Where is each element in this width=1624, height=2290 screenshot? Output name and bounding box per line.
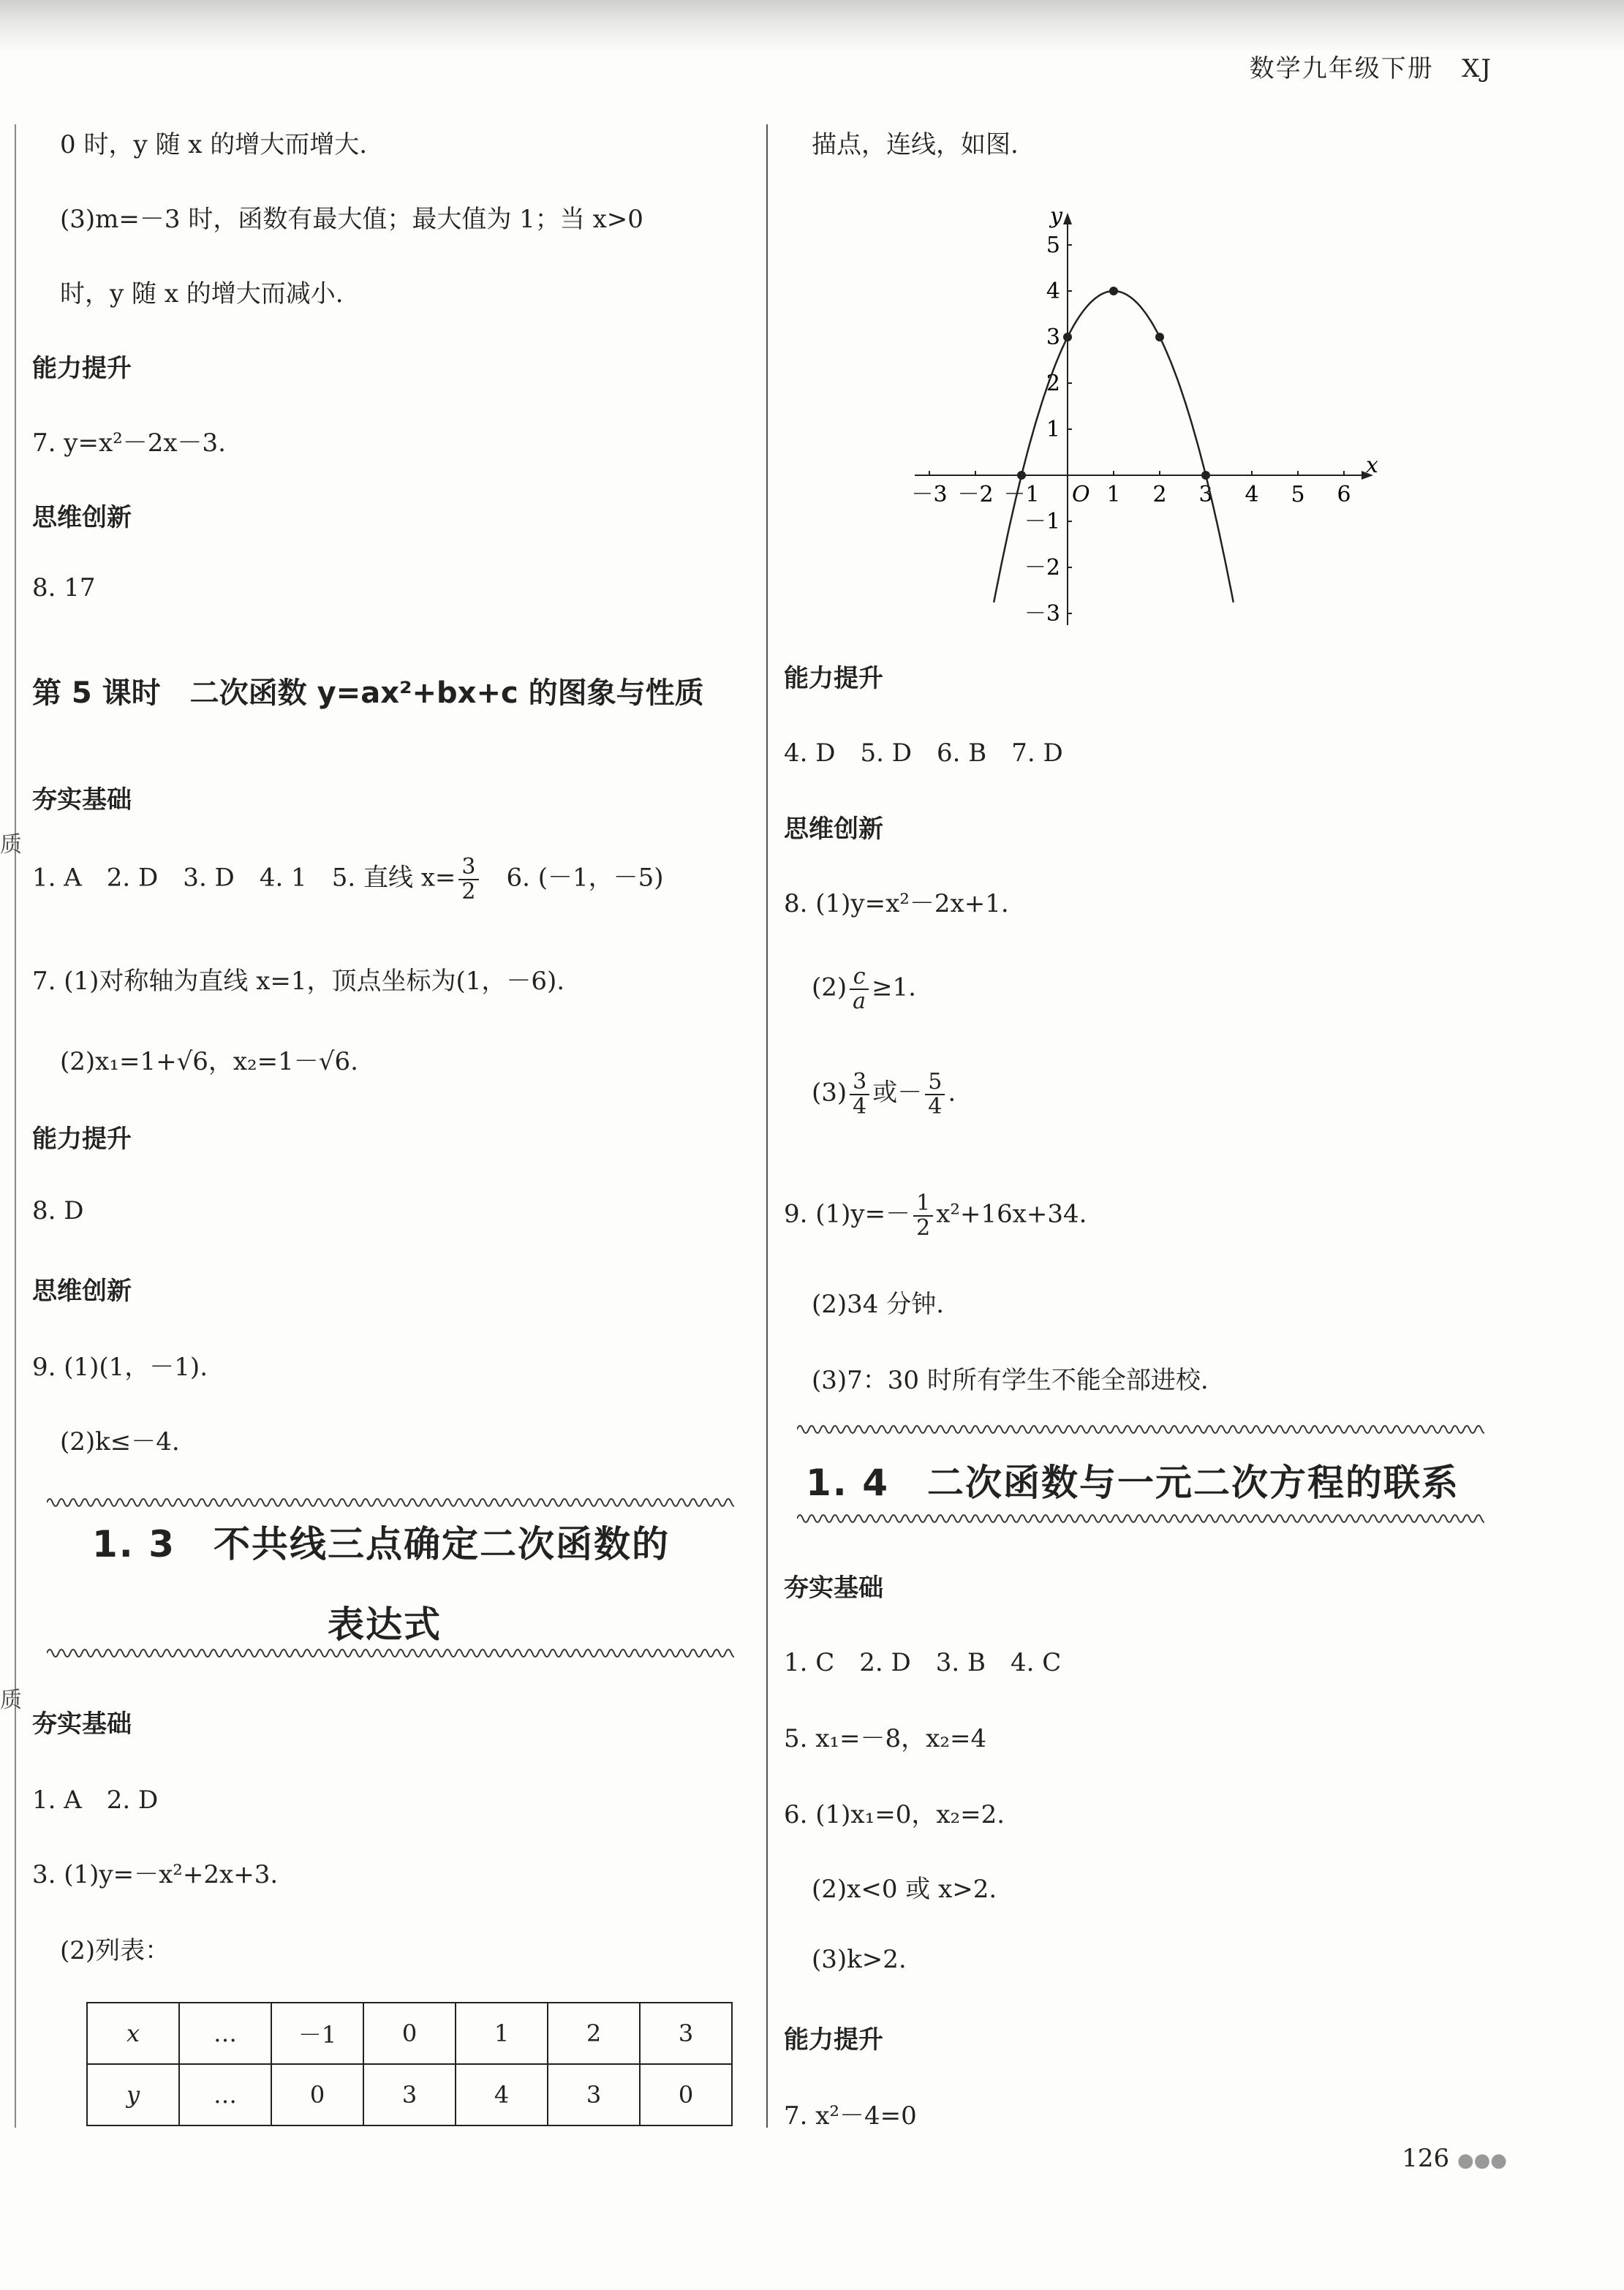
plotted-point [1155,333,1164,341]
table-row [87,2064,732,2125]
book-title: 数学九年级下册 [1249,54,1434,83]
wave-rule [797,1508,1484,1530]
plotted-point [1063,333,1072,341]
margin-fragment: 质 [0,832,22,858]
answer-line [784,1192,1087,1239]
answer-text: x²+16x+34. [936,1199,1087,1229]
table-cell: 2 [548,2003,640,2064]
x-tick-label: 1 [1106,482,1121,507]
plotted-point [1017,471,1026,480]
table-cell: 4 [456,2064,548,2125]
table-cell: y [87,2064,179,2125]
denominator: 4 [928,1093,943,1119]
wave-rule [797,1418,1484,1440]
answer-text: 6. (－1，－5) [481,863,664,893]
y-tick-label: －2 [1024,555,1060,581]
parabola-graph [907,183,1404,629]
answer-line: 9. (1)(1，－1). [32,1353,208,1382]
answer-line [812,965,916,1013]
lesson-title: 第 5 课时 二次函数 y=ax²+bx+c 的图象与性质 [32,676,704,710]
answer-line: 1. A 2. D [32,1785,159,1815]
edition-label: XJ [1462,54,1492,83]
answer-line: (2)34 分钟. [812,1290,945,1319]
answer-line: 描点，连线，如图. [812,130,1019,159]
numerator: 5 [925,1070,945,1095]
y-tick-label: 4 [1046,279,1060,304]
answer-line: 0 时，y 随 x 的增大而增大. [60,130,368,159]
x-tick-label: 3 [1198,482,1213,507]
wave-rule [47,1642,734,1664]
answer-line: 时，y 随 x 的增大而减小. [60,279,344,309]
answer-line: 5. x₁=－8，x₂=4 [784,1724,987,1753]
answer-line: (3)7：30 时所有学生不能全部进校. [812,1366,1209,1395]
margin-fragment: 质 [0,1688,22,1713]
table-cell: … [179,2003,271,2064]
table-cell: 3 [548,2064,640,2125]
value-table [86,2002,733,2126]
answer-line: 8. 17 [32,573,96,602]
answer-text: ≥1. [872,972,916,1002]
page-number [1402,2144,1507,2173]
answer-line: (2)k≤－4. [60,1427,180,1456]
x-tick-label: 5 [1291,482,1305,507]
table-cell: 0 [271,2064,363,2125]
y-tick-label: 3 [1046,325,1060,350]
y-tick-label: 5 [1046,233,1060,258]
section-heading: 夯实基础 [32,785,132,815]
answer-line: (3)k>2. [812,1945,907,1974]
origin-label: O [1072,482,1090,507]
answer-line: 4. D 5. D 6. B 7. D [784,738,1063,768]
fraction [925,1070,945,1118]
x-tick-label: 4 [1245,482,1259,507]
wave-rule [47,1492,734,1514]
x-tick-label: －1 [1003,482,1040,507]
numerator: c [850,965,869,990]
table-cell: 0 [363,2003,456,2064]
x-tick-label: 2 [1152,482,1167,507]
table-cell: x [87,2003,179,2064]
numerator: 3 [850,1070,869,1095]
denominator: a [853,988,866,1014]
chapter-title-1-3-cont: 表达式 [328,1603,442,1646]
y-tick-label: －1 [1024,509,1060,534]
answer-line: 7. y=x²－2x－3. [32,428,226,458]
y-tick-label: －3 [1024,601,1060,627]
y-axis-arrow [1063,213,1072,224]
answer-line: (2)列表： [60,1936,170,1965]
running-header [1250,48,1492,84]
page-number-text: 126 [1402,2144,1450,2173]
answer-text: 9. (1)y=－ [784,1199,911,1229]
x-tick-label: －2 [957,482,994,507]
answer-text: 1. A 2. D 3. D 4. 1 5. 直线 x= [32,863,456,893]
numerator: 1 [913,1192,933,1217]
table-cell: －1 [271,2003,363,2064]
x-tick-label: 6 [1337,482,1351,507]
answer-text: 或－ [872,1078,923,1108]
section-heading: 夯实基础 [32,1709,132,1739]
answer-line: (3)m=－3 时，函数有最大值；最大值为 1；当 x>0 [60,205,643,234]
chapter-title-1-3: 1. 3 不共线三点确定二次函数的 [92,1523,670,1565]
denominator: 2 [916,1214,931,1241]
answer-text: . [948,1078,956,1108]
denominator: 2 [461,878,476,904]
answer-text: (2) [812,972,847,1002]
section-heading: 能力提升 [32,1125,132,1154]
fraction [913,1192,933,1239]
left-margin-rule [15,124,16,2128]
answer-line: 8. (1)y=x²－2x+1. [784,889,1009,918]
chapter-title-1-4: 1. 4 二次函数与一元二次方程的联系 [806,1462,1459,1504]
answer-line: 7. (1)对称轴为直线 x=1，顶点坐标为(1，－6). [32,967,565,996]
answer-line: 6. (1)x₁=0，x₂=2. [784,1800,1005,1829]
column-divider [766,124,768,2128]
section-heading: 思维创新 [32,503,132,532]
table-cell: 0 [640,2064,732,2125]
table-row [87,2003,732,2064]
x-tick-label: －3 [911,482,948,507]
section-heading: 思维创新 [32,1277,132,1306]
answer-text: (3) [812,1078,847,1108]
table-cell: 3 [363,2064,456,2125]
answer-line: 1. C 2. D 3. B 4. C [784,1648,1062,1677]
fraction [850,965,869,1013]
answer-line [812,1070,956,1118]
answer-line: (2)x<0 或 x>2. [812,1875,997,1904]
section-heading: 能力提升 [784,664,883,693]
answer-line: 3. (1)y=－x²+2x+3. [32,1860,279,1889]
x-axis-label: x [1366,453,1378,478]
fraction [458,855,478,903]
page-top-shadow [0,0,1624,51]
section-heading: 夯实基础 [784,1573,883,1603]
numerator: 3 [458,855,478,880]
y-axis-label: y [1050,203,1062,229]
plotted-point [1109,287,1118,295]
section-heading: 能力提升 [32,354,132,383]
answer-line: 7. x²－4=0 [784,2101,917,2131]
section-heading: 能力提升 [784,2025,883,2055]
table-cell: 1 [456,2003,548,2064]
table-cell: 3 [640,2003,732,2064]
answer-line: (2)x₁=1+√6，x₂=1－√6. [60,1047,358,1076]
fraction [850,1070,869,1118]
y-tick-label: 2 [1046,371,1060,396]
answer-line [32,855,664,903]
denominator: 4 [853,1093,867,1119]
answer-line: 8. D [32,1196,84,1225]
plotted-point [1201,471,1210,480]
page-dots: ●●● [1457,2150,1507,2172]
section-heading: 思维创新 [784,815,883,844]
y-tick-label: 1 [1046,417,1060,442]
table-cell: … [179,2064,271,2125]
